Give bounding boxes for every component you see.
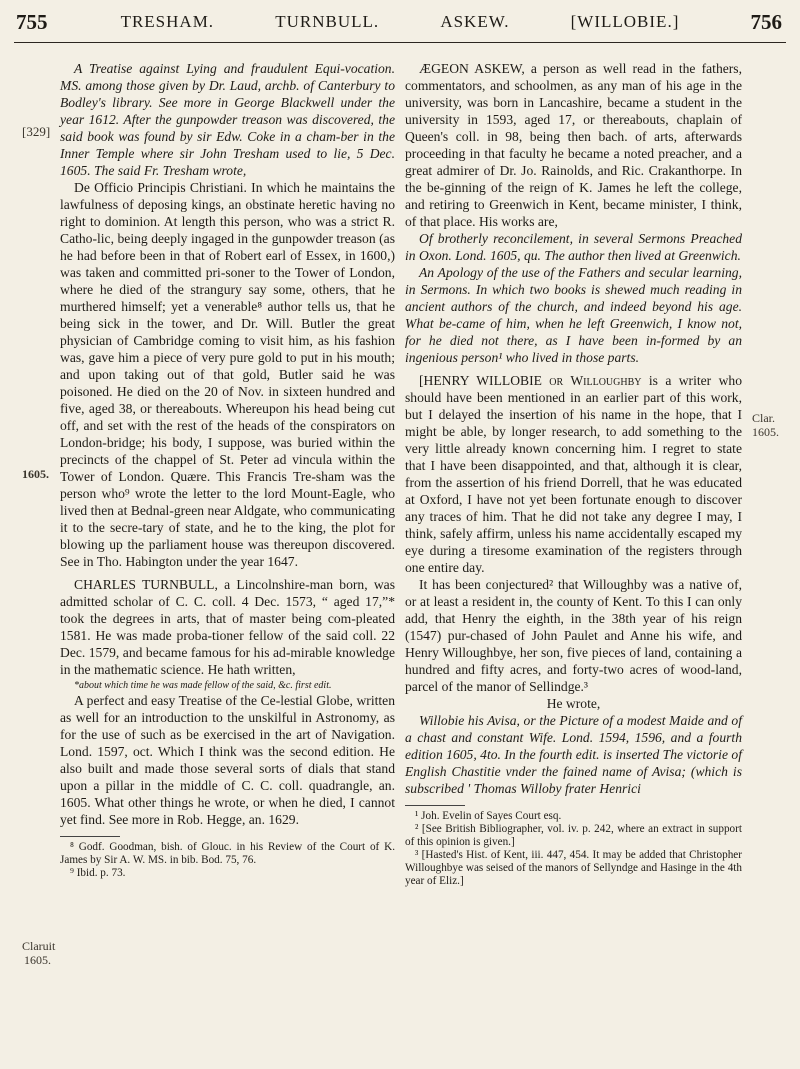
willobie-avisa-paragraph: Willobie his Avisa, or the Picture of a modest Maide and of a chast and constant Wife. Lond. 1594, 1596, and a fourth edition 1605, 4to. In the fourth edit. is inserted The victorie of English Chastitie vnder the fained name of Avisa; (which is subscribed ' Thomas Willoby frater Henrici <box>405 713 742 796</box>
askew-work-1: Of brotherly reconcilement, in several Sermons Preached in Oxon. Lond. 1605, qu. The author then lived at Greenwich. <box>405 231 742 263</box>
willobie-name-heading: [HENRY WILLOBIE or Willoughby <box>419 373 642 388</box>
running-title-4: [WILLOBIE.] <box>570 12 680 31</box>
page-number-right: 756 <box>750 10 782 34</box>
tresham-treatise-paragraph: A Treatise against Lying and fraudulent Equi-vocation. MS. among those given by Dr. Laud, archb. of Canterbury to Bodley's library. See more in George Blackwell under the year 1612. After the gunpowder treason was discovered, the said book was found by sir Edw. Coke in a cham-ber in the Inner Temple where sir John Tresham used to lie, 5 Dec. 1605. The said Fr. Tresham wrote, <box>60 61 395 178</box>
page-number-left: 755 <box>16 10 48 34</box>
margin-note-page-ref: [329] <box>22 124 51 139</box>
turnbull-bio: a Lincolnshire-man born, was admitted scholar of C. C. coll. 4 Dec. 1573, “ aged 17,”* took the degrees in arts, that of master being com-pleated 1581. He was made proba-tioner fellow of the said coll. 22 Dec. 1579, and became famous for his ad-mirable knowledge in the mathematic science. He hath written, <box>60 577 395 677</box>
footnote-3: ³ [Hasted's Hist. of Kent, iii. 447, 454. It may be added that Christopher Willoughbye was seised of the manors of Sellyndge and Hasinge in the 4th year of Eliz.] <box>405 849 742 887</box>
askew-work-2: An Apology of the use of the Fathers and secular learning, in Sermons. In which two books is shewed much reading in ancient authors of the church, and indeed beyond his age. What be-came of him, when he left Greenwich, I know not, for he died not there, as I have been in-formed by an ingenious person¹ who lived in those parts. <box>405 265 742 365</box>
tresham-officio-paragraph: De Officio Principis Christiani. In which he maintains the lawfulness of deposing kings, an obstinate heretic having no right to dominion. At length this person, who was a strict R. Catho-lic, being deeply ingaged in the gunpowder treason (as he had before been in that of Robert earl of Essex, in 1600,) was taken and committed pri-soner to the Tower of London, where he died of the strangury say some, others, that he murthered himself; yet a venerable⁸ author tells us, that he being sick in the tower, and Dr. Will. Butler the great physician of Cambridge coming to visit him, as his fashion was, gave him a piece of very pure gold to put in his mouth; and upon taking out of that gold, Butler said he was poisoned. He died on the 20 of Nov. in sixteen hundred and five, aged 38, or thereabouts. Whereupon his head being cut off, and set with the rest of the heads of the conspirators on London-bridge; his body, I suppose, was buried within the precincts of the chappel of St. Peter ad vincula within the Tower of London. Quære. This Francis Tre-sham was the person who⁹ wrote the letter to the lord Mount-Eagle, who lived then at Bednal-green near Aldgate, who communicating it to the secre-tary of state, and he to the king, the plot for blowing up the parliament house was thereupon discovered. See in Tho. Habington under the year 1647. <box>60 180 395 569</box>
right-column <box>405 60 742 888</box>
footnote-rule-right <box>405 805 465 806</box>
margin-note-claruit: Claruit <box>22 939 56 953</box>
footnote-1: ¹ Joh. Evelin of Sayes Court esq. <box>415 810 562 822</box>
running-title <box>90 12 710 32</box>
willobie-wrote: He wrote, <box>546 696 601 711</box>
footnote-8: ⁸ Godf. Goodman, bish. of Glouc. in his Review of the Court of K. James by Sir A. W. MS. in bib. Bod. 75, 76. <box>60 841 395 866</box>
running-title-2: TURNBULL. <box>275 12 380 31</box>
right-footnotes <box>405 805 742 888</box>
willobie-bio: is a writer who should have been mentioned in an earlier part of this work, but I delayed the insertion of his name in the hope, that I might be able, by longer research, to add something to the very little already known concerning him. I regret to state that I have been disappointed, and that, although it is clear, from the assertion of his friend Dorrell, that he was educated at Oxford, I have not yet been fortunate enough to discover any traces of him. That he did not take any degree I may, I think, safely affirm, unless his name accidentally escaped my eye during a tiresome examination of the registers through one entire day. <box>405 373 742 575</box>
footnote-9: ⁹ Ibid. p. 73. <box>70 867 126 879</box>
footnote-2: ² [See British Bibliographer, vol. iv. p. 242, where an extract in support of this opinion is given.] <box>405 823 742 848</box>
willobie-paragraph <box>405 372 742 576</box>
margin-note-year-1605: 1605. <box>22 467 49 481</box>
turnbull-works-paragraph: A perfect and easy Treatise of the Ce-lestial Globe, written as well for an introduction to the unskilful in Astronomy, as for the use of such as be exercised in the art of Navigation. Lond. 1597, oct. Which I think was the second edition. He also built and made those several sorts of dials that stand upon a pillar in the middle of C. C. coll. quadrangle, an. 1605. What other things he wrote, or when he died, I cannot yet find. See more in Rob. Hegge, an. 1629. <box>60 693 395 827</box>
margin-note-claruit-year: 1605. <box>24 953 51 967</box>
turnbull-side-gloss: *about which time he was made fellow of the said, &c. first edit. <box>74 680 332 691</box>
header-rule <box>14 42 786 43</box>
margin-note-clar-year: 1605. <box>752 425 779 439</box>
left-footnotes <box>60 836 395 880</box>
margin-note-clar: Clar. <box>752 411 775 425</box>
footnote-rule <box>60 836 120 837</box>
turnbull-paragraph <box>60 576 395 678</box>
page-header <box>0 0 800 52</box>
askew-bio: a person as well read in the fathers, commentators, and schoolmen, as any man of his age in the university, was born in Lancashire, became a student in the university in 1593, aged 17, or thereabouts, chaplain of Queen's coll. in 98, being then bach. of arts, afterwards proceeding in that faculty he became a noted preacher, and a great admirer of Dr. Jo. Rainolds, and Ric. Crakanthorpe. In the be-ginning of the reign of K. James he left the college, and retiring to Greenwich in Kent, became minister, I think, of that place. His works are, <box>405 61 742 229</box>
left-column <box>60 60 395 880</box>
running-title-1: TRESHAM. <box>120 12 215 31</box>
running-title-3: ASKEW. <box>440 12 510 31</box>
turnbull-name-heading: CHARLES TURNBULL, <box>74 577 218 592</box>
askew-name-heading: ÆGEON ASKEW, <box>419 61 525 76</box>
willobie-conjecture-paragraph: It has been conjectured² that Willoughby was a native of, or at least a resident in, the county of Kent. To this I can only add, that Henry the eighth, in the 38th year of his reign (1547) pur-chased of John Paulet and Anne his wife, and Henry Willoughbye, her son, five pieces of land, containing a hundred and fifty acres, and forty-two acres of wood-land, parcel of the manor of Sellindge.³ <box>405 577 742 694</box>
askew-paragraph <box>405 60 742 230</box>
